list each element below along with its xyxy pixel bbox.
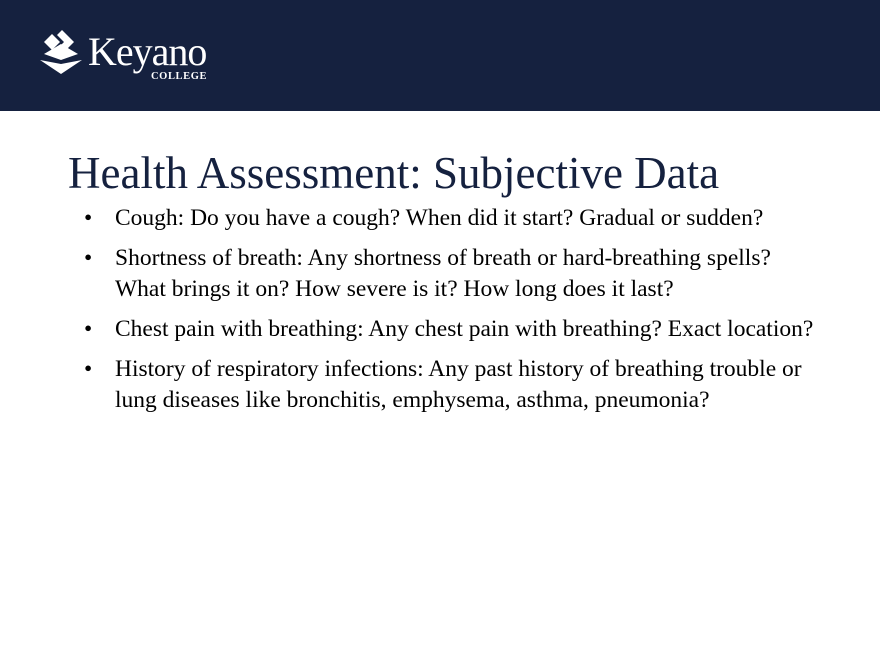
bullet-text: Cough: Do you have a cough? When did it start? Gradual or sudden? [115, 205, 764, 231]
keyano-logo-mark-icon [38, 30, 84, 78]
bullet-marker: • [84, 316, 93, 342]
bullet-list [84, 203, 814, 425]
bullet-marker: • [84, 245, 93, 271]
bullet-marker: • [84, 205, 93, 231]
logo-wordmark: Keyano [88, 29, 207, 74]
bullet-item-cough [84, 203, 814, 234]
bullet-marker: • [84, 356, 93, 382]
bullet-text: Chest pain with breathing: Any chest pain with breathing? Exact location? [115, 316, 814, 342]
bullet-item-respiratory-history [84, 354, 814, 416]
logo-subtitle: COLLEGE [151, 71, 208, 82]
bullet-item-chest-pain [84, 314, 814, 345]
bullet-item-shortness-of-breath [84, 243, 814, 305]
header-band [0, 0, 880, 111]
bullet-text: History of respiratory infections: Any past history of breathing trouble or lung diseases like bronchitis, emphysema, asthma, pneumonia? [115, 356, 802, 413]
keyano-college-logo [38, 30, 218, 86]
bullet-text: Shortness of breath: Any shortness of breath or hard-breathing spells? What brings it on? How severe is it? How long does it last? [115, 245, 771, 302]
slide-title: Health Assessment: Subjective Data [68, 148, 720, 198]
